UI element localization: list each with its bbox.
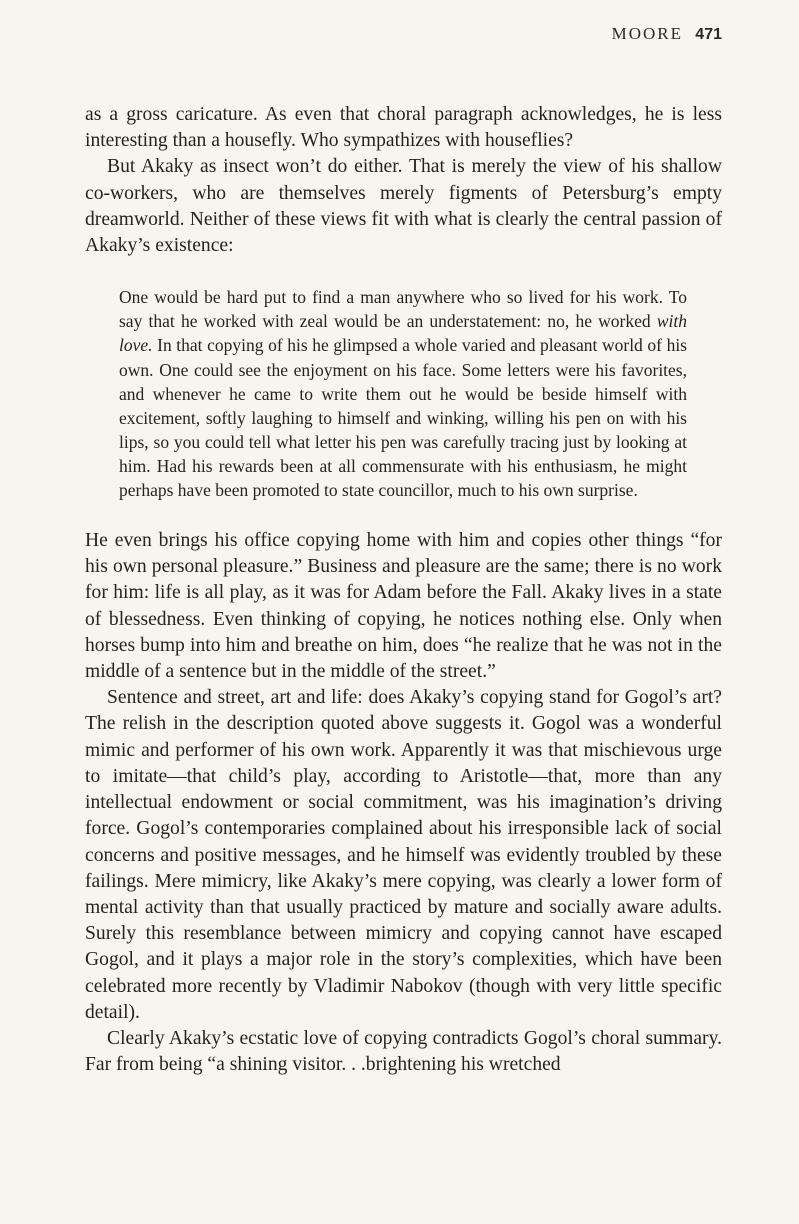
paragraph-3: He even brings his office copying home with him and copies other things “for his own personal pleasure.” Business and pleasure are the same; there is no work for him: life is all play, as it was for Adam before the Fall. Akaky lives in a state of blessedness. Even thinking of copying, he notices nothing else. Only when horses bump into him and breathe on him, does “he realize that he was not in the middle of a sentence but in the middle of the street.” <box>85 530 722 683</box>
running-head <box>612 24 722 44</box>
quote-emphasis: with love. <box>119 311 687 356</box>
paragraph-1: as a gross caricature. As even that choral paragraph acknowledges, he is less interesting than a housefly. Who sympathizes with houseflies? <box>85 104 722 152</box>
paragraph-4: Sentence and street, art and life: does Akaky’s copying stand for Gogol’s art? The relish in the description quoted above suggests it. Gogol was a wonderful mimic and performer of his own work. Apparently it was that mischievous urge to imitate—that child’s play, according to Aristotle—that, more than any intellectual endowment or social commitment, was his imagination’s driving force. Gogol’s contemporaries complained about his irresponsible lack of social concerns and positive messages, and he himself was evidently troubled by these failings. Mere mimicry, like Akaky’s mere copying, was clearly a lower form of mental activity than that usually practiced by mature and socially aware adults. Surely this resemblance between mimicry and copying cannot have escaped Gogol, and it plays a major role in the story’s complexities, which have been celebrated more recently by Vladimir Nabokov (though with very little specific detail). <box>85 687 722 1023</box>
quote-text-after: In that copying of his he glimpsed a whole varied and pleasant world of his own. One could see the enjoyment on his face. Some letters were his favorites, and whenever he came to write them out he would be beside himself with excitement, softly laughing to himself and winking, willing his pen on with his lips, so you could tell what letter his pen was carefully tracing just by looking at him. Had his rewards been at all commensurate with his enthusiasm, he might perhaps have been promoted to state councillor, much to his own surprise. <box>119 335 687 500</box>
page-number: 471 <box>695 26 722 43</box>
block-quote <box>119 285 687 502</box>
quote-text-before: One would be hard put to find a man anywhere who so lived for his work. To say that he worked with zeal would be an understatement: no, he worked <box>119 287 687 332</box>
body-text <box>85 102 722 1078</box>
quote-paragraph <box>119 285 687 502</box>
running-title: MOORE <box>611 24 684 43</box>
paragraph-5: Clearly Akaky’s ecstatic love of copying contradicts Gogol’s choral summary. Far from being “a shining visitor. . .brightening his wretched <box>85 1027 722 1076</box>
paragraph-2: But Akaky as insect won’t do either. That is merely the view of his shallow co-workers, who are themselves merely figments of Petersburg’s empty dreamworld. Neither of these views fit with what is clearly the central passion of Akaky’s existence: <box>85 156 722 257</box>
